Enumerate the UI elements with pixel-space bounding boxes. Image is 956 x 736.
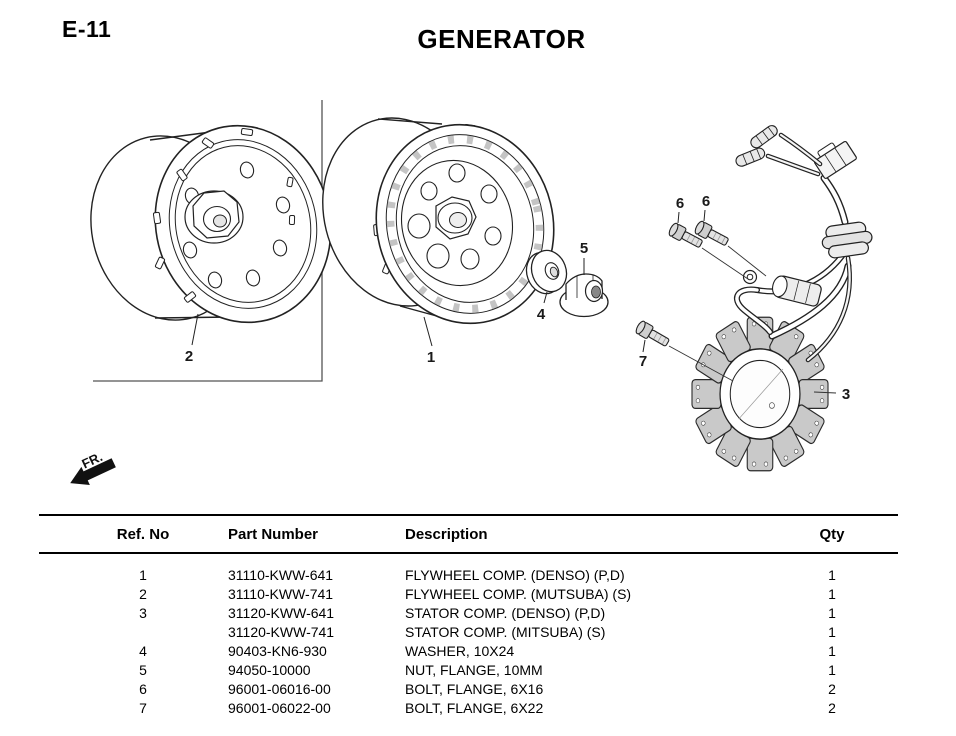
cell-ref-no: 1 [139, 567, 147, 583]
cell-ref-no: 6 [139, 681, 147, 697]
table-row [0, 680, 956, 699]
cell-qty: 1 [828, 605, 836, 621]
nut-drawing [560, 274, 608, 317]
flywheel-mutsuba-drawing [72, 107, 352, 341]
header-ref-no: Ref. No [116, 526, 170, 543]
table-row [0, 623, 956, 642]
cell-ref-no: 4 [139, 643, 147, 659]
cell-ref-no: 5 [139, 662, 147, 678]
table-rule-header-bottom [39, 552, 898, 554]
table-row [0, 585, 956, 604]
table-row [0, 566, 956, 585]
cell-qty: 1 [828, 624, 836, 640]
cell-description: STATOR COMP. (MITSUBA) (S) [405, 624, 606, 640]
callout-label-1: 1 [426, 349, 436, 366]
cell-part-number: 96001-06022-00 [228, 700, 331, 716]
cell-part-number: 31120-KWW-741 [228, 624, 335, 640]
cell-description: BOLT, FLANGE, 6X22 [405, 700, 544, 716]
stator-drawing [692, 317, 828, 471]
table-row [0, 604, 956, 623]
cell-ref-no: 7 [139, 700, 147, 716]
cell-qty: 1 [828, 586, 836, 602]
cell-description: STATOR COMP. (DENSO) (P,D) [405, 605, 606, 621]
cell-description: FLYWHEEL COMP. (DENSO) (P,D) [405, 567, 625, 583]
cell-qty: 1 [828, 662, 836, 678]
table-body [0, 566, 956, 718]
callout-leader [702, 248, 748, 279]
table-row [0, 661, 956, 680]
callout-label-6b: 6 [701, 193, 711, 210]
cell-part-number: 31120-KWW-641 [228, 605, 335, 621]
callout-leader [643, 340, 645, 352]
cell-ref-no: 3 [139, 605, 147, 621]
header-description: Description [405, 526, 488, 543]
callout-label-2: 2 [184, 348, 194, 365]
cell-description: NUT, FLANGE, 10MM [405, 662, 543, 678]
fr-direction-arrow [62, 446, 118, 493]
cell-part-number: 31110-KWW-641 [228, 567, 334, 583]
callout-leader [192, 314, 198, 345]
flywheel-denso-drawing [303, 101, 574, 342]
cell-description: FLYWHEEL COMP. (MUTSUBA) (S) [405, 586, 632, 602]
callout-label-7: 7 [638, 353, 648, 370]
table-row [0, 699, 956, 718]
cell-description: WASHER, 10X24 [405, 643, 515, 659]
page-code: E-11 [62, 16, 112, 42]
callout-leader [678, 212, 679, 223]
callout-label-6a: 6 [675, 195, 685, 212]
callout-leader [424, 317, 432, 346]
callout-label-5: 5 [579, 240, 589, 257]
cell-part-number: 94050-10000 [228, 662, 311, 678]
cell-part-number: 90403-KN6-930 [228, 643, 327, 659]
table-header-row [0, 526, 956, 546]
cell-part-number: 96001-06016-00 [228, 681, 331, 697]
bolt-7-drawing [634, 320, 671, 349]
table-rule-top [39, 514, 898, 516]
cell-qty: 2 [828, 681, 836, 697]
cell-part-number: 31110-KWW-741 [228, 586, 334, 602]
callout-label-3: 3 [841, 386, 851, 403]
cell-qty: 1 [828, 567, 836, 583]
callout-leader [704, 210, 705, 221]
header-qty: Qty [819, 526, 845, 543]
page-title: GENERATOR [417, 24, 586, 54]
header-part-number: Part Number [228, 526, 319, 543]
cell-qty: 2 [828, 700, 836, 716]
cell-ref-no: 2 [139, 586, 147, 602]
fr-label: FR. [79, 448, 105, 472]
cell-description: BOLT, FLANGE, 6X16 [405, 681, 544, 697]
callout-label-4: 4 [536, 306, 546, 323]
table-row [0, 642, 956, 661]
cell-qty: 1 [828, 643, 836, 659]
